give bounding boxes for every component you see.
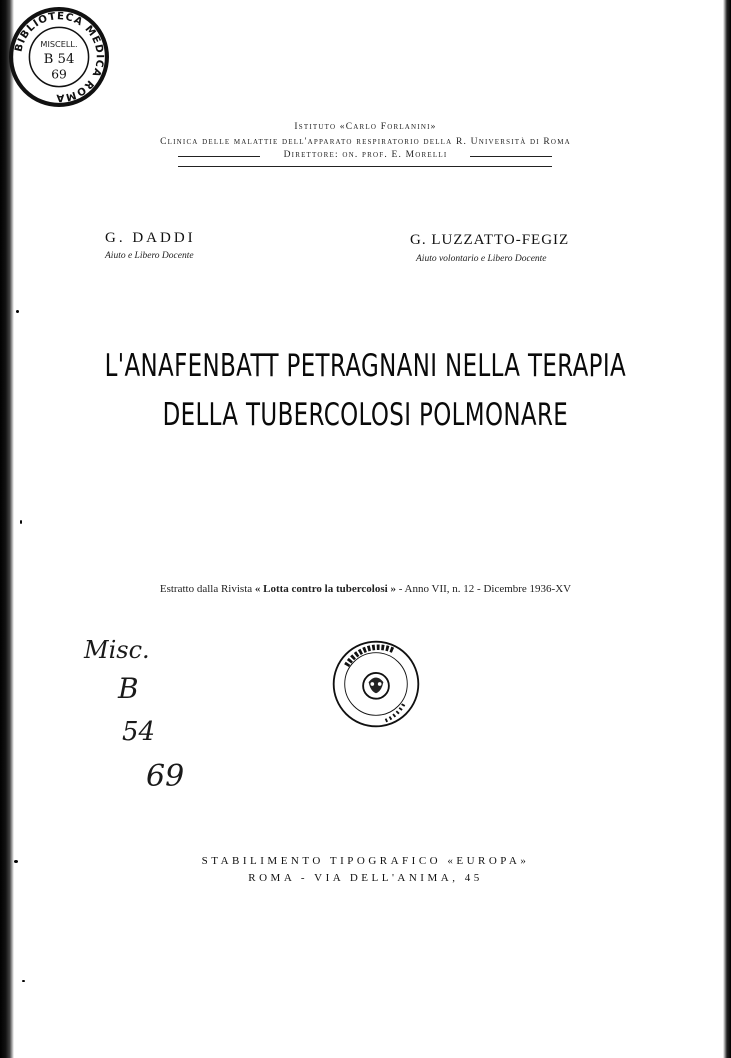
- library-seal-stamp: [330, 638, 422, 730]
- library-stamp-number: 69: [51, 67, 67, 82]
- scan-speck: [16, 310, 19, 313]
- extract-line: [0, 583, 731, 595]
- director-line: Direttore: on. prof. E. Morelli: [283, 150, 448, 160]
- publisher-address: ROMA - VIA DELL'ANIMA, 45: [248, 872, 483, 884]
- library-stamp: [8, 6, 110, 108]
- header-rule-bottom: [178, 166, 552, 167]
- handwritten-misc: Misc.: [84, 636, 150, 664]
- handwritten-shelfmark: [80, 628, 190, 798]
- library-stamp-collection: MISCELL.: [40, 38, 78, 49]
- library-stamp-shelf: B 54: [43, 52, 75, 68]
- library-stamp-ring-text: BIBLIOTECA MEDICA ROMA: [13, 11, 105, 103]
- handwritten-letter: B: [118, 672, 139, 705]
- handwritten-shelf: 54: [122, 717, 156, 747]
- handwritten-number: 69: [146, 759, 185, 794]
- extract-prefix: Estratto dalla Rivista: [159, 583, 253, 595]
- extract-suffix: - Anno VII, n. 12 - Dicembre 1936-XV: [398, 583, 572, 595]
- publisher-name: STABILIMENTO TIPOGRAFICO «EUROPA»: [201, 855, 530, 867]
- header-rule-right: [470, 156, 552, 157]
- author-1-role: Aiuto e Libero Docente: [105, 251, 194, 261]
- clinic-name: Clinica delle malattie dell'apparato respiratorio della R. Università di Roma: [160, 137, 571, 147]
- author-2-role: Aiuto volontario e Libero Docente: [416, 254, 547, 264]
- scan-speck: [20, 520, 22, 524]
- institute-name: Istituto «Carlo Forlanini»: [294, 122, 437, 132]
- scan-speck: [22, 980, 25, 982]
- title-line-2: DELLA TUBERCOLOSI POLMONARE: [162, 397, 569, 433]
- title-line-1: L'ANAFENBATT PETRAGNANI NELLA TERAPIA: [104, 348, 627, 384]
- author-1-name: G. DADDI: [105, 230, 196, 246]
- extract-journal: « Lotta contro la tubercolosi »: [254, 583, 396, 595]
- author-2-name: G. LUZZATTO-FEGIZ: [410, 232, 570, 248]
